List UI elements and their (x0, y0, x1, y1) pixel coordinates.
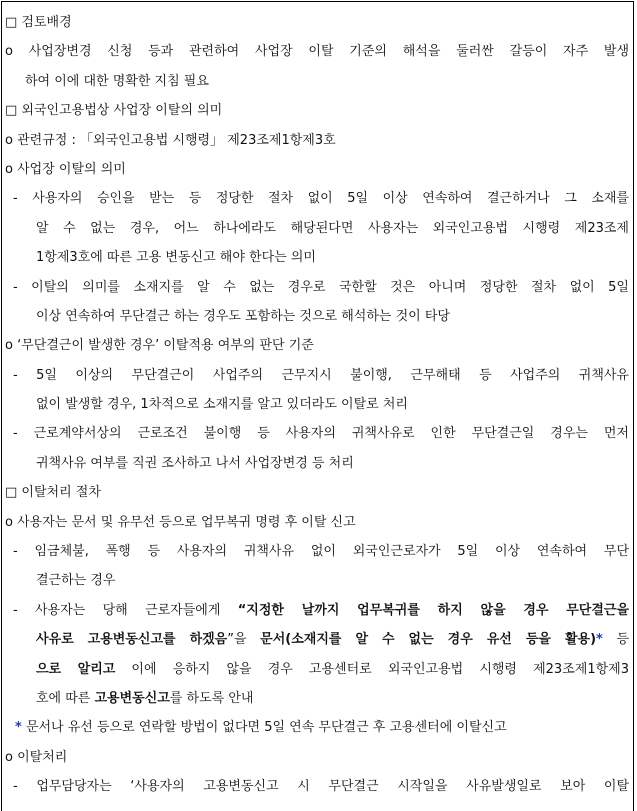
heading-meaning: □ 외국인고용법상 사업장 이탈의 의미 (5, 103, 223, 119)
text-line: o 사용자는 문서 및 유무선 등으로 업무복귀 명령 후 이탈 신고 (5, 514, 356, 530)
bold-span: “지정한 날까지 업무복귀를 하지 않을 경우 무단결근을 (237, 602, 629, 618)
text-line: o 사업장 이탈의 의미 (5, 161, 126, 177)
text-span: 등 (602, 632, 629, 648)
footnote-line (5, 713, 629, 742)
rich-line-2 (5, 625, 629, 654)
text-line: 하여 이에 대한 명확한 지침 필요 (25, 73, 209, 89)
footnote-star: * (596, 632, 603, 648)
text-line: 결근하는 경우 (36, 573, 116, 589)
bold-span: 으로 알리고 (36, 661, 116, 677)
rich-line-4 (5, 684, 629, 713)
text-span: ”을 (227, 632, 261, 648)
text-span: 호에 따른 (36, 690, 95, 706)
text-line: 이상 연속하여 무단결근 하는 경우도 포함하는 것으로 해석하는 것이 타당 (36, 308, 450, 324)
text-line: - 임금체불, 폭행 등 사용자의 귀책사유 없이 외국인근로자가 5일 이상 연속하여 무단 (13, 544, 629, 560)
text-line: o ‘무단결근이 발생한 경우’ 이탈적용 여부의 판단 기준 (5, 338, 314, 354)
rich-line-3 (5, 655, 629, 684)
heading-review-background: □ 검토배경 (5, 15, 72, 30)
rich-line-1 (5, 596, 629, 625)
heading-procedure: □ 이탈처리 절차 (5, 485, 101, 501)
text-span: - 사용자는 당해 근로자들에게 (13, 602, 238, 618)
bold-span: 사유로 고용변동신고를 하겠음 (36, 632, 228, 648)
text-line: - 업무담당자는 ‘사용자의 고용변동신고 시 무단결근 시작일을 사유발생일로 보아 이탈 (13, 779, 629, 795)
text-line: o 사업장변경 신청 등과 관련하여 사업장 이탈 기준의 해석을 둘러싼 갈등이 자주 발생 (5, 44, 629, 60)
document-body (5, 8, 629, 802)
text-span: 를 하도록 안내 (169, 690, 254, 706)
text-line: 귀책사유 여부를 직권 조사하고 나서 사업장변경 등 처리 (36, 455, 354, 471)
bold-span: 고용변동신고 (94, 690, 170, 706)
text-line: o 관련규정 : 「외국인고용법 시행령」 제23조제1항제3호 (5, 132, 336, 148)
bold-span: 문서(소재지를 알 수 없는 경우 유선 등을 활용) (260, 632, 597, 648)
footnote-star: * (15, 720, 22, 736)
text-line: 없이 발생할 경우, 1차적으로 소재지를 알고 있더라도 이탈로 처리 (36, 397, 408, 413)
text-span: 문서나 유선 등으로 연락할 방법이 없다면 5일 연속 무단결근 후 고용센터에 이탈신고 (21, 720, 507, 736)
text-line: - 사용자의 승인을 받는 등 정당한 절차 없이 5일 이상 연속하여 결근하거나 그 소재를 (13, 191, 629, 207)
text-line: - 근로계약서상의 근로조건 불이행 등 사용자의 귀책사유로 인한 무단결근일 경우는 먼저 (13, 426, 629, 442)
text-line: - 5일 이상의 무단결근이 사업주의 근무지시 불이행, 근무해태 등 사업주의 귀책사유 (13, 367, 629, 383)
text-line: 알 수 없는 경우, 어느 하나에라도 해당된다면 사용자는 외국인고용법 시행령 제23조제 (36, 220, 629, 236)
heading-process: o 이탈처리 (5, 749, 68, 765)
text-line: 1항제3호에 따른 고용 변동신고 해야 한다는 의미 (36, 250, 316, 266)
text-span: 이에 응하지 않을 경우 고용센터로 외국인고용법 시행령 제23조제1항제3 (115, 661, 629, 677)
text-line: - 이탈의 의미를 소재지를 알 수 없는 경우로 국한할 것은 아니며 정당한 절차 없이 5일 (13, 279, 629, 295)
